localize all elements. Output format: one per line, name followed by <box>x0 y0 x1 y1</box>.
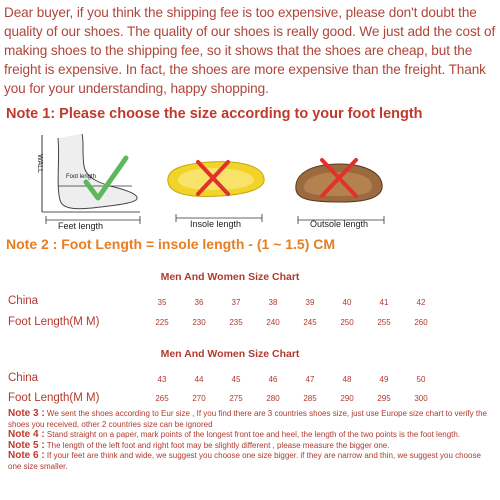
table-cell: 49 <box>379 375 389 384</box>
table-cell: 230 <box>192 318 206 327</box>
table-cell: 44 <box>194 375 204 384</box>
outsole-illustration <box>296 160 384 224</box>
note-text: Stand straight on a paper, mark points of the longest front toe and heel, the length of the two points is the foot length. <box>46 430 461 439</box>
table-cell: 295 <box>377 394 391 403</box>
table-cell: 280 <box>266 394 280 403</box>
table-cell: 260 <box>414 318 428 327</box>
table-cell: 45 <box>231 375 241 384</box>
table-cell: 225 <box>155 318 169 327</box>
table-cell: 38 <box>268 298 278 307</box>
china-row-label: China <box>8 372 39 384</box>
insole-length-label: Insole length <box>190 219 242 229</box>
note-3 <box>8 409 494 430</box>
table-cell: 35 <box>157 298 167 307</box>
illustration-svg <box>0 130 500 230</box>
size-chart-title: Men And Women Size Chart <box>160 348 300 360</box>
table-cell: 240 <box>266 318 280 327</box>
table-cell: 250 <box>340 318 354 327</box>
notes-section <box>8 409 494 472</box>
note-6 <box>8 451 494 472</box>
note-4 <box>8 430 494 441</box>
table-cell: 50 <box>416 375 426 384</box>
table-cell: 46 <box>268 375 278 384</box>
note-1: Note 1: Please choose the size according to your foot length <box>6 106 423 122</box>
table-cell: 40 <box>342 298 352 307</box>
outsole-length-label: Outsole length <box>310 219 369 229</box>
note-2: Note 2 : Foot Length = insole length - (1 ~ 1.5) CM <box>6 236 336 252</box>
note-text: We sent the shoes according to Eur size , If you find there are 3 countries shoes size, just use Europe size chart to verify the shoes you received, other 2 countries size can be ignored <box>8 409 487 429</box>
table-cell: 42 <box>416 298 426 307</box>
wall-label: WALL <box>35 154 43 173</box>
table-cell: 48 <box>342 375 352 384</box>
foot-length-inner-label: Foot length <box>66 174 97 180</box>
table-cell: 255 <box>377 318 391 327</box>
table-cell: 300 <box>414 394 428 403</box>
note-label: Note 3 : <box>8 408 45 419</box>
table-cell: 235 <box>229 318 243 327</box>
table-cell: 43 <box>157 375 167 384</box>
table-cell: 37 <box>231 298 241 307</box>
size-chart-title: Men And Women Size Chart <box>160 271 300 283</box>
table-cell: 275 <box>229 394 243 403</box>
china-row-label: China <box>8 295 39 307</box>
feet-length-label: Feet length <box>58 221 104 231</box>
table-cell: 285 <box>303 394 317 403</box>
note-label: Note 5 : <box>8 439 45 451</box>
note-text: The length of the left foot and right foot may be slightly different , please measure the bigger one. <box>46 440 390 450</box>
table-cell: 39 <box>305 298 315 307</box>
table-cell: 270 <box>192 394 206 403</box>
table-cell: 41 <box>379 298 389 307</box>
note-label: Note 4 : <box>8 429 45 440</box>
size-illustrations <box>0 130 500 230</box>
note-label: Note 6 : <box>8 450 45 461</box>
insole-illustration <box>168 162 264 222</box>
table-cell: 36 <box>194 298 204 307</box>
note-5 <box>8 441 494 452</box>
table-cell: 290 <box>340 394 354 403</box>
table-cell: 265 <box>155 394 169 403</box>
foot-length-row-label: Foot Length(M M) <box>8 392 100 404</box>
note-text: If your feet are think and wide, we suggest you choose one size bigger. if they are narrow and thin, we suggest you choose one size smaller. <box>8 451 481 471</box>
intro-text: Dear buyer, if you think the shipping fee is too expensive, please don't doubt the quality of our shoes. The quality of our shoes is really good. We just add the cost of making shoes to the shipping fee, so it shows that the shoes are cheap, but the freight is expensive. In fact, the shoes are more expensive than the freight. Thank you for your understanding, happy shopping. <box>4 5 496 96</box>
table-cell: 47 <box>305 375 315 384</box>
foot-length-row-label: Foot Length(M M) <box>8 316 100 328</box>
table-cell: 245 <box>303 318 317 327</box>
